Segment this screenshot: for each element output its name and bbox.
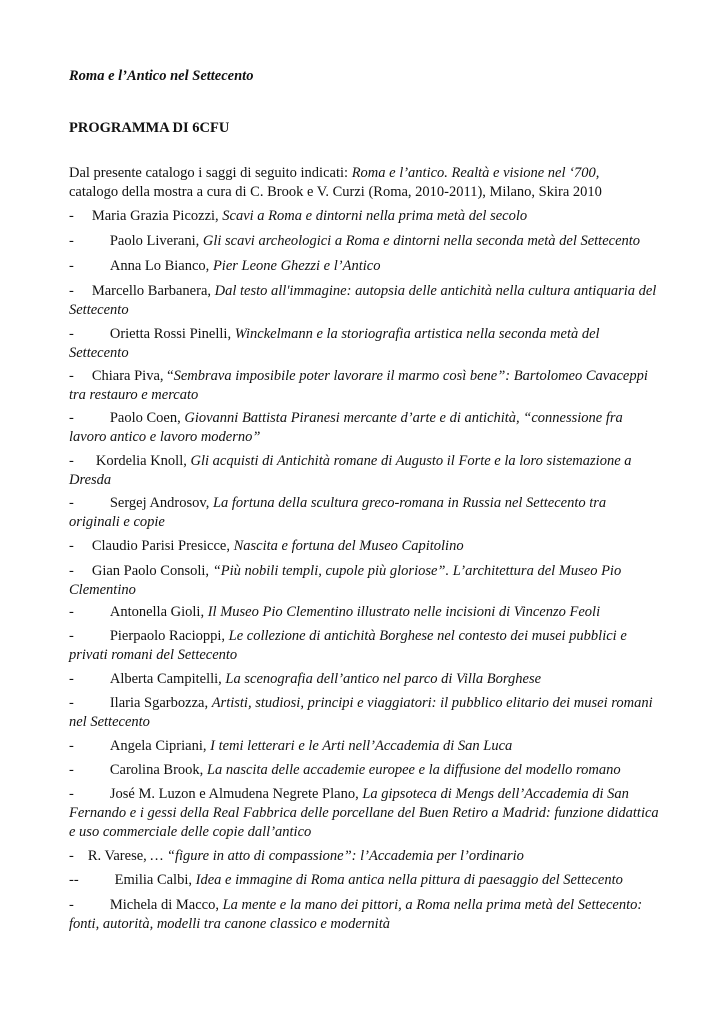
essay-author: Emilia Calbi, [114,872,196,888]
list-item [69,452,659,490]
list-item [69,694,659,732]
essay-author: Ilaria Sgarbozza, [109,695,212,711]
essay-title: … “figure in atto di compassione”: l’Accademia per l’ordinario [150,848,524,864]
essay-title: Sembrava imposibile poter lavorare il marmo così bene”: Bartolomeo Cavaceppi tra restauro e mercato [69,368,648,403]
essay-title: Gli scavi archeologici a Roma e dintorni nella seconda metà del Settecento [202,233,641,249]
list-item [69,603,659,622]
list-dash: - [69,208,74,224]
list-dash: - [69,368,74,384]
essay-author: Chiara Piva, “ [91,368,174,384]
essay-author: Sergej Androsov, [109,495,213,511]
essay-author: Orietta Rossi Pinelli, [109,326,235,342]
list-item [69,562,659,600]
list-item [69,761,659,780]
essay-title: La gipsoteca di Mengs dell’Accademia di San Fernando e i gessi della Real Fabbrica delle porcellane del Buen Retiro a Madrid: funzione didattica e uso commerciale delle copie dall’antico [69,786,659,840]
list-dash: -- [69,872,79,888]
document-title: Roma e l’Antico nel Settecento [69,68,254,84]
list-item [69,282,659,320]
list-item [69,785,659,842]
essay-title: La scenografia dell’antico nel parco di Villa Borghese [225,671,542,687]
essay-author: Michela di Macco, [109,897,223,913]
list-item [69,670,659,689]
list-dash: - [69,897,74,913]
list-item [69,847,659,866]
list-dash: - [69,326,74,342]
essay-author: Marcello Barbanera, [91,283,215,299]
list-dash: - [69,762,74,778]
essay-author: Maria Grazia Picozzi, [91,208,223,224]
list-dash: - [69,410,74,426]
essay-author: Claudio Parisi Presicce, [91,538,234,554]
essay-title: Il Museo Pio Clementino illustrato nelle incisioni di Vincenzo Feoli [207,604,601,620]
essay-author: Paolo Coen, [109,410,185,426]
list-item [69,409,659,447]
document-subtitle: PROGRAMMA DI 6CFU [69,120,230,136]
essay-author: Angela Cipriani, [109,738,211,754]
essay-author: Carolina Brook, [109,762,207,778]
essay-title: Idea e immagine di Roma antica nella pittura di paesaggio del Settecento [195,872,623,888]
intro-rest: catalogo della mostra a cura di C. Brook e V. Curzi (Roma, 2010-2011), Milano, Skira 2010 [69,184,602,200]
list-dash: - [69,453,74,469]
essay-author: Paolo Liverani, [109,233,203,249]
essay-author: José M. Luzon e Almudena Negrete Plano, [109,786,363,802]
essay-title: Winckelmann e la storiografia artistica nella seconda metà del Settecento [69,326,600,361]
list-dash: - [69,604,74,620]
list-dash: - [69,563,74,579]
list-dash: - [69,738,74,754]
essay-title: La mente e la mano dei pittori, a Roma nella prima metà del Settecento: fonti, autorità, modelli tra canone classico e modernità [69,897,643,932]
essay-title: Le collezione di antichità Borghese nel contesto dei musei pubblici e privati romani del Settecento [69,628,627,663]
intro-catalog-title: Roma e l’antico. Realtà e visione nel ‘700, [351,165,600,181]
list-item [69,871,659,890]
list-dash: - [69,671,74,687]
list-dash: - [69,628,74,644]
list-item [69,627,659,665]
list-item [69,737,659,756]
essay-author: Gian Paolo Consoli, [91,563,213,579]
list-item [69,325,659,363]
essay-title: Gli acquisti di Antichità romane di Augusto il Forte e la loro sistemazione a Dresda [69,453,632,488]
essay-title: “Più nobili templi, cupole più gloriose”. L’architettura del Museo Pio Clementino [69,563,622,598]
intro-paragraph [69,164,649,202]
list-item [69,257,659,276]
essay-title: Artisti, studiosi, principi e viaggiatori: il pubblico elitario dei musei romani nel Settecento [69,695,653,730]
essay-title: Pier Leone Ghezzi e l’Antico [212,258,381,274]
list-item [69,537,659,556]
essay-author: Pierpaolo Racioppi, [109,628,229,644]
essay-title: Scavi a Roma e dintorni nella prima metà del secolo [222,208,528,224]
essay-author: Antonella Gioli, [109,604,208,620]
essay-title: I temi letterari e le Arti nell’Accademia di San Luca [210,738,513,754]
list-item [69,207,659,226]
essay-title: La fortuna della scultura greco-romana in Russia nel Settecento tra originali e copie [69,495,607,530]
essay-title: Dal testo all'immagine: autopsia delle antichità nella cultura antiquaria del Settecento [69,283,657,318]
essay-title: Giovanni Battista Piranesi mercante d’arte e di antichità, “connessione fra lavoro antico e lavoro moderno” [69,410,623,445]
list-item [69,896,659,934]
essay-author: Kordelia Knoll, [95,453,191,469]
list-dash: - [69,538,74,554]
list-dash: - [69,495,74,511]
list-item [69,494,659,532]
intro-lead: Dal presente catalogo i saggi di seguito indicati: [69,165,352,181]
list-item [69,367,659,405]
essay-author: Alberta Campitelli, [109,671,226,687]
essay-title: Nascita e fortuna del Museo Capitolino [233,538,464,554]
list-dash: - [69,283,74,299]
list-dash: - [69,233,74,249]
list-dash: - [69,786,74,802]
list-dash: - [69,848,74,864]
essay-author: Anna Lo Bianco, [109,258,213,274]
essay-author: R. Varese, [87,848,151,864]
essay-title: La nascita delle accademie europee e la diffusione del modello romano [206,762,621,778]
list-item [69,232,659,251]
list-dash: - [69,695,74,711]
list-dash: - [69,258,74,274]
